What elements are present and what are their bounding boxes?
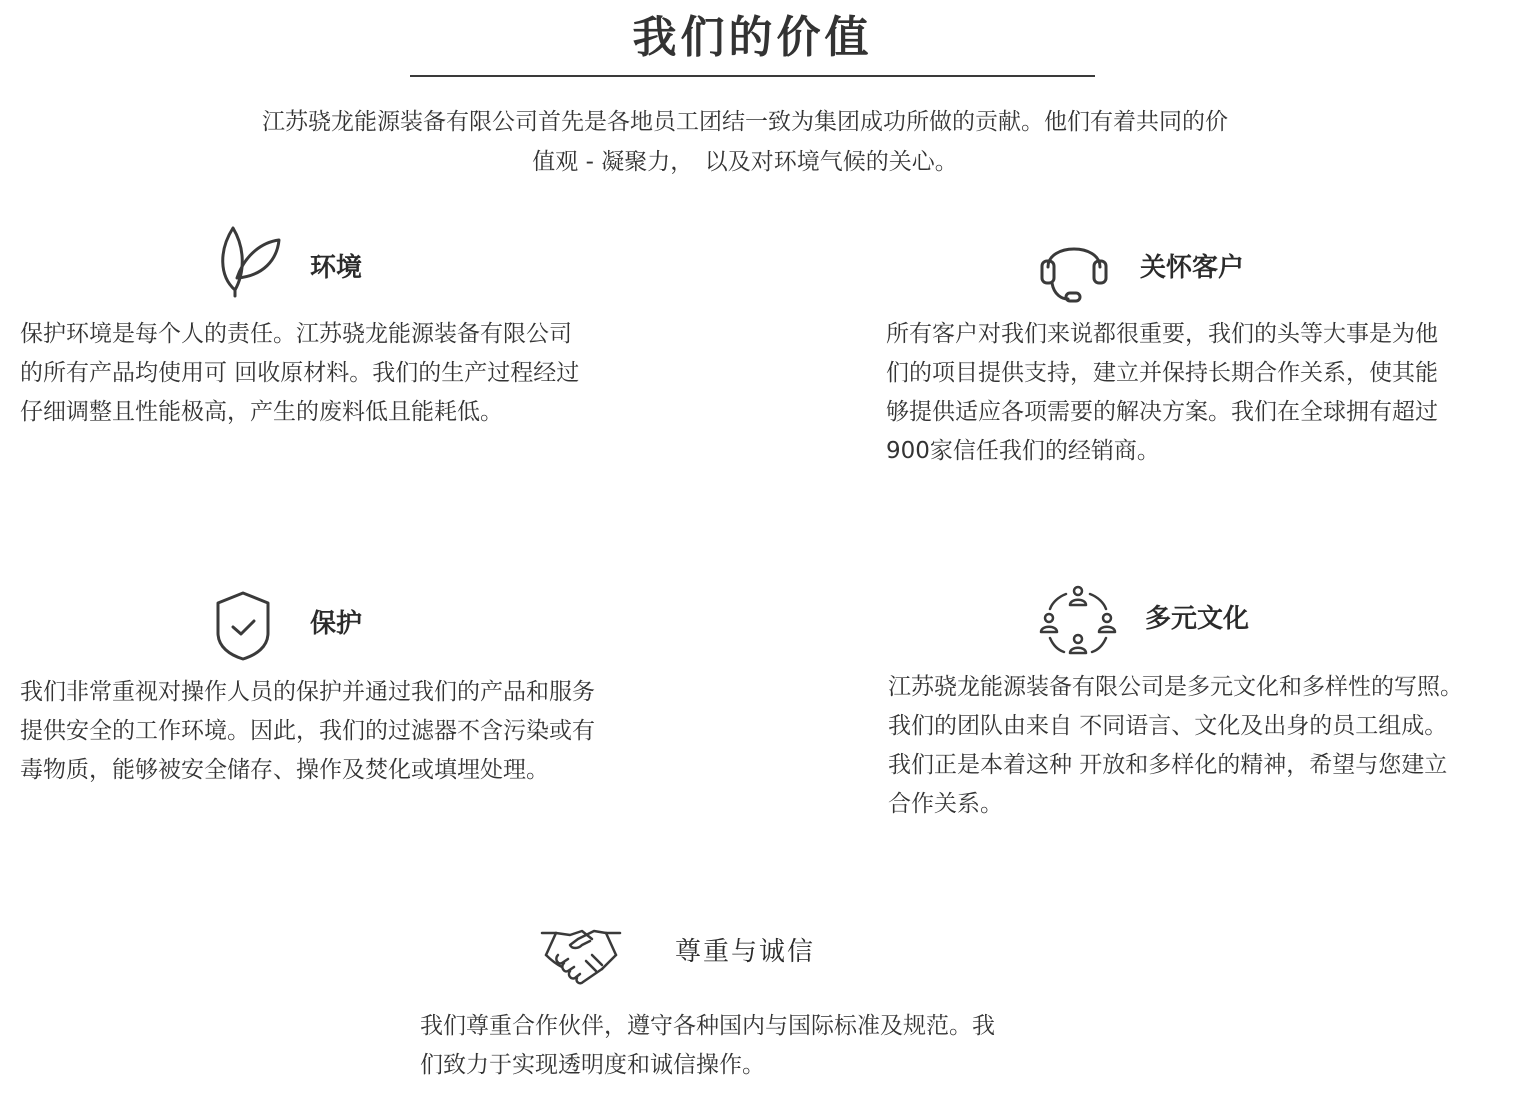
intro-line: 江苏骁龙能源装备有限公司首先是各地员工团结一致为集团成功所做的贡献。他们有着共同的价 xyxy=(262,109,1228,135)
body-line: 的所有产品均使用可 回收原材料。我们的生产过程经过 xyxy=(20,360,580,386)
section-heading: 多元文化 xyxy=(1145,604,1250,634)
body-line: 我们非常重视对操作人员的保护并通过我们的产品和服务 xyxy=(20,679,595,705)
section-body xyxy=(888,668,1463,824)
handshake-icon xyxy=(540,925,622,987)
section-diversity xyxy=(860,580,1520,830)
body-line: 我们尊重合作伙伴，遵守各种国内与国际标准及规范。我 xyxy=(420,1013,995,1039)
intro-paragraph xyxy=(200,102,1290,182)
body-line: 提供安全的工作环境。因此，我们的过滤器不含污染或有 xyxy=(20,718,595,744)
body-line: 够提供适应各项需要的解决方案。我们在全球拥有超过 xyxy=(886,399,1438,425)
section-body xyxy=(420,1007,995,1085)
headset-icon xyxy=(1038,229,1110,303)
section-environment xyxy=(0,215,700,445)
title-underline xyxy=(410,75,1095,77)
section-respect xyxy=(400,915,1160,1085)
body-line: 仔细调整且性能极高，产生的废料低且能耗低。 xyxy=(20,399,503,425)
body-line: 所有客户对我们来说都很重要，我们的头等大事是为他 xyxy=(886,321,1438,347)
section-body xyxy=(20,673,595,790)
body-line: 我们的团队由来自 不同语言、文化及出身的员工组成。 xyxy=(888,713,1448,739)
leaf-icon xyxy=(215,220,285,298)
section-body xyxy=(20,315,579,432)
shield-check-icon xyxy=(212,589,274,663)
section-heading: 保护 xyxy=(310,609,363,639)
section-protection xyxy=(0,585,700,805)
section-body xyxy=(886,315,1438,471)
section-heading: 关怀客户 xyxy=(1140,253,1245,283)
body-line: 我们正是本着这种 开放和多样化的精神，希望与您建立 xyxy=(888,752,1448,778)
body-line: 江苏骁龙能源装备有限公司是多元文化和多样性的写照。 xyxy=(888,674,1463,700)
people-cycle-icon xyxy=(1038,582,1118,662)
section-customer-care xyxy=(860,215,1520,475)
section-heading: 尊重与诚信 xyxy=(675,937,816,967)
body-line: 们的项目提供支持，建立并保持长期合作关系，使其能 xyxy=(886,360,1438,386)
page-title: 我们的价值 xyxy=(632,12,873,63)
body-line: 毒物质，能够被安全储存、操作及焚化或填埋处理。 xyxy=(20,757,549,783)
section-heading: 环境 xyxy=(310,253,363,283)
body-line: 900家信任我们的经销商。 xyxy=(886,438,1160,464)
body-line: 们致力于实现透明度和诚信操作。 xyxy=(420,1052,765,1078)
intro-line: 值观 - 凝聚力， 以及对环境气候的关心。 xyxy=(532,149,958,175)
body-line: 合作关系。 xyxy=(888,791,1003,817)
body-line: 保护环境是每个人的责任。江苏骁龙能源装备有限公司 xyxy=(20,321,572,347)
